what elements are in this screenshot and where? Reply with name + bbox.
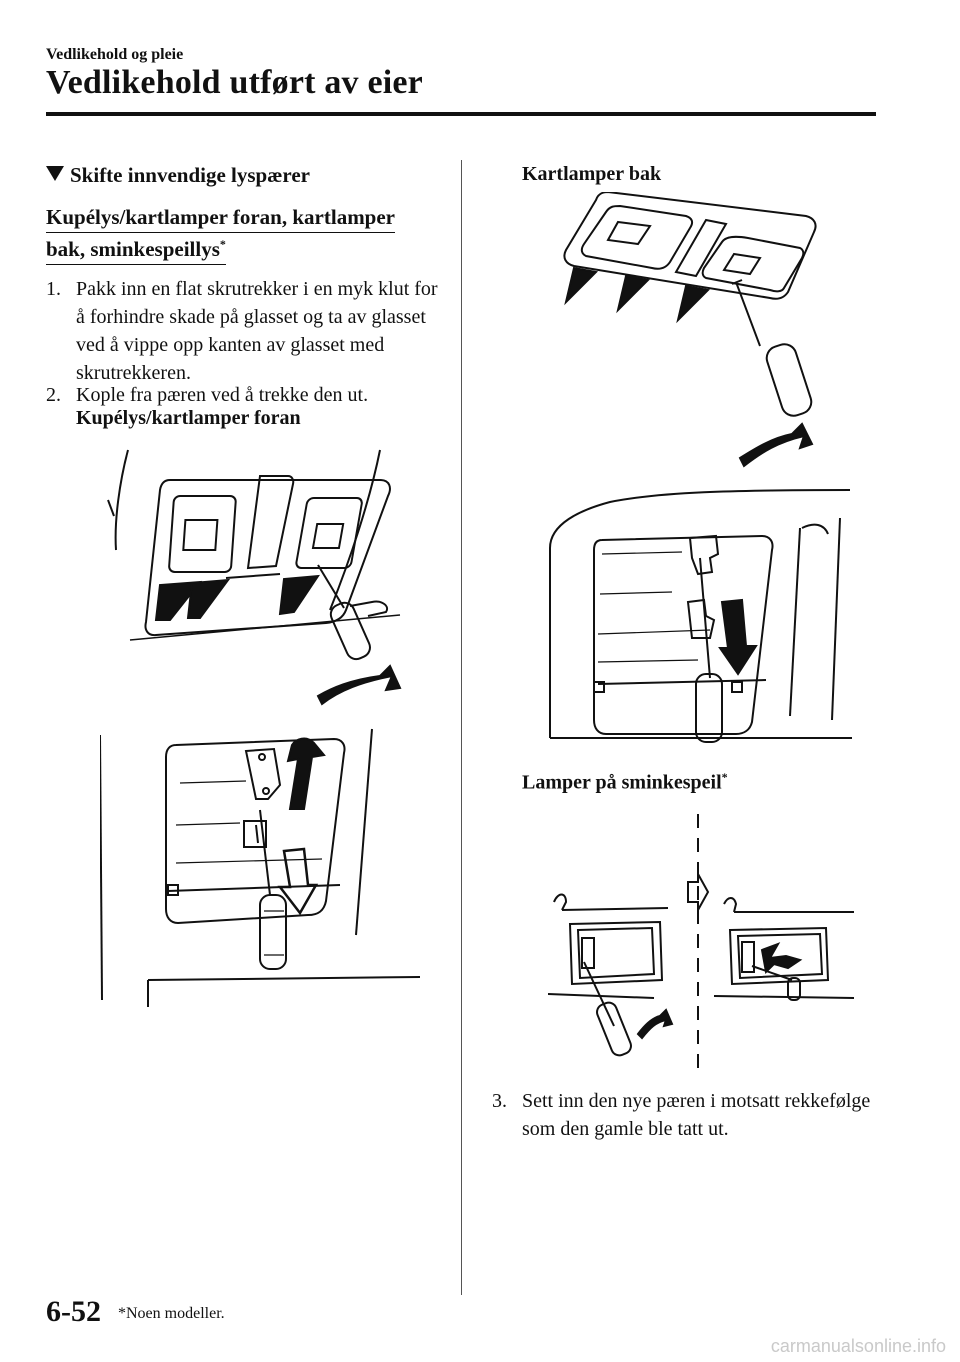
feature-heading-line1: Kupélys/kartlamper foran, kartlamper: [46, 205, 395, 233]
caption-rear-lamps: Kartlamper bak: [522, 163, 662, 185]
step-2-text: Kople fra pæren ved å trekke den ut.: [76, 384, 369, 406]
watermark: carmanualsonline.info: [770, 1336, 946, 1356]
step-3: [492, 1087, 872, 1143]
rear-lamp-bulb-removal-illustration: [520, 488, 860, 750]
step-3-number: 3.: [492, 1090, 507, 1112]
footnote: *Noen modeller.: [118, 1305, 225, 1322]
page-number: 6-52: [46, 1295, 101, 1328]
subheading-text: Skifte innvendige lyspærer: [70, 163, 310, 187]
footnote-mark-vanity: *: [721, 770, 728, 784]
triangle-marker-icon: [46, 166, 64, 181]
subheading: [46, 163, 310, 188]
footnote-mark: *: [219, 237, 226, 251]
section-label: Vedlikehold og pleie: [46, 46, 184, 63]
step-1-text: Pakk inn en flat skrutrekker i en myk klut for å forhindre skade på glasset og ta av glasset ved å vippe opp kanten av glasset med skrutrekkeren.: [76, 278, 438, 384]
feature-heading-line2: bak, sminkespeillys*: [46, 237, 226, 265]
front-lamp-bulb-removal-illustration: [100, 725, 420, 1010]
step-1: [46, 275, 446, 387]
front-lamp-lens-removal-illustration: [100, 440, 420, 720]
page-title: Vedlikehold utført av eier: [46, 64, 423, 101]
step-1-number: 1.: [46, 278, 61, 300]
column-divider: [461, 160, 462, 1295]
step-2: [46, 381, 446, 409]
rear-lamp-lens-removal-illustration: [556, 192, 826, 474]
caption-vanity-lamps: Lamper på sminkespeil*: [522, 770, 728, 794]
step-3-text: Sett inn den nye pæren i motsatt rekkefølge som den gamle ble tatt ut.: [522, 1090, 871, 1140]
caption-front-lamps: Kupélys/kartlamper foran: [76, 407, 301, 429]
title-rule: [46, 112, 876, 116]
vanity-mirror-lamp-illustration: [548, 812, 858, 1074]
step-2-number: 2.: [46, 384, 61, 406]
